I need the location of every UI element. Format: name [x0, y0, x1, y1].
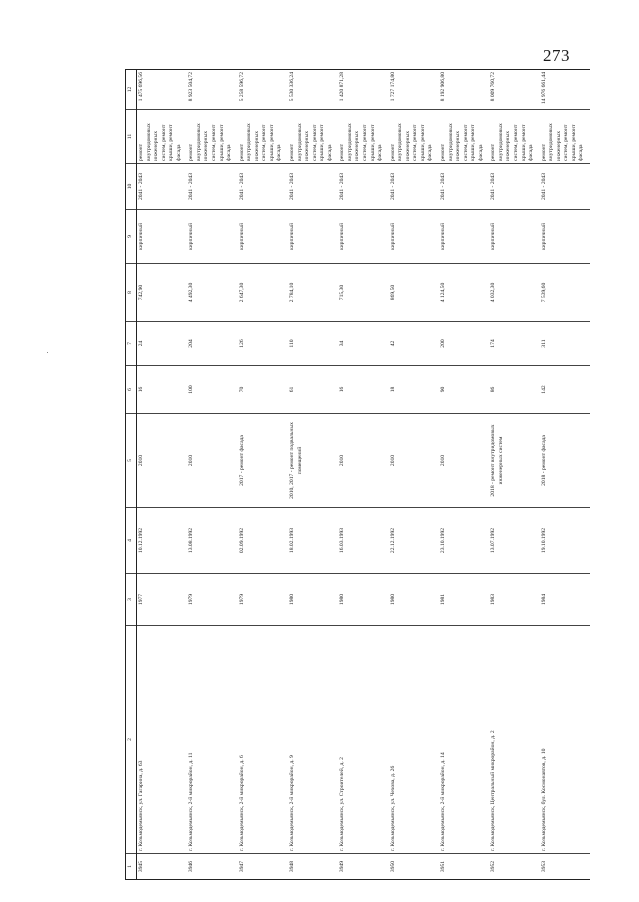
cell-cost: 5 530 336,24 [288, 70, 338, 110]
table-row [489, 70, 539, 880]
cell-c7: 34 [338, 322, 388, 366]
cell-address: г. Козьмодемьянск, ул. Гагарина, д. 63 [137, 626, 188, 854]
cell-date: 10.12.1992 [137, 508, 188, 574]
cell-address: г. Козьмодемьянск, 2-й микрорайон, д. 11 [187, 626, 237, 854]
cell-area: 715,30 [338, 264, 388, 322]
column-header-12: 12 [126, 70, 137, 110]
cell-c6: 86 [489, 366, 539, 414]
cell-n: 3953 [540, 854, 590, 880]
cell-address: г. Козьмодемьянск, 2-й микрорайон, д. 14 [439, 626, 489, 854]
cell-cost: 8 192 906,80 [439, 70, 489, 110]
table-row [137, 70, 188, 880]
column-header-4: 4 [126, 508, 137, 574]
cell-address: г. Козьмодемьянск, 2-й микрорайон, д. 9 [288, 626, 338, 854]
table-row [389, 70, 439, 880]
cell-period: 2041 - 2043 [137, 164, 188, 210]
cell-cost: 1 727 174,80 [389, 70, 439, 110]
cell-material: кирпичный [187, 210, 237, 264]
cell-c6: 90 [439, 366, 489, 414]
cell-date: 02.09.1992 [238, 508, 288, 574]
cell-works: ремонт внутридомовых инженерных систем, ремонт крыши, ремонт фасада [338, 110, 388, 164]
cell-c6: 18 [389, 366, 439, 414]
cell-c6: 142 [540, 366, 590, 414]
cell-address: г. Козьмодемьянск, ул. Строителей, д. 2 [338, 626, 388, 854]
cell-c6: 16 [137, 366, 188, 414]
cell-repair: 2018 - ремонт внутридомовых инженерных систем [489, 414, 539, 508]
cell-material: кирпичный [288, 210, 338, 264]
cell-repair: 2018 - ремонт фасада [540, 414, 590, 508]
cell-area: 742,90 [137, 264, 188, 322]
cell-address: г. Козьмодемьянск, Центральный микрорайон, д. 2 [489, 626, 539, 854]
cell-cost: 8 923 504,72 [187, 70, 237, 110]
cell-date: 23.10.1992 [439, 508, 489, 574]
cell-period: 2041 - 2043 [338, 164, 388, 210]
column-header-7: 7 [126, 322, 137, 366]
cell-c7: 110 [288, 322, 338, 366]
cell-period: 2041 - 2043 [187, 164, 237, 210]
cell-cost: 5 258 596,72 [238, 70, 288, 110]
cell-n: 3948 [288, 854, 338, 880]
cell-date: 13.07.1992 [489, 508, 539, 574]
cell-area: 869,50 [389, 264, 439, 322]
cell-repair: 2010 [137, 414, 188, 508]
cell-year: 1981 [439, 574, 489, 626]
cell-year: 1980 [338, 574, 388, 626]
table-row [338, 70, 388, 880]
cell-period: 2041 - 2043 [439, 164, 489, 210]
cell-c7: 42 [389, 322, 439, 366]
cell-works: ремонт внутридомовых инженерных систем, ремонт крыши, ремонт фасада [238, 110, 288, 164]
cell-material: кирпичный [439, 210, 489, 264]
cell-area: 2 647,30 [238, 264, 288, 322]
cell-c6: 16 [338, 366, 388, 414]
cell-c7: 24 [137, 322, 188, 366]
table-row [238, 70, 288, 880]
table-row [288, 70, 338, 880]
cell-date: 13.08.1992 [187, 508, 237, 574]
table-header-row [126, 70, 137, 880]
register-table-rotated [125, 70, 590, 880]
cell-year: 1980 [288, 574, 338, 626]
cell-works: ремонт внутридомовых инженерных систем, ремонт крыши, ремонт фасада [288, 110, 338, 164]
capital-repair-register-table [125, 69, 590, 880]
column-header-6: 6 [126, 366, 137, 414]
cell-material: кирпичный [540, 210, 590, 264]
scan-artifact [47, 352, 48, 353]
cell-date: 22.12.1992 [389, 508, 439, 574]
cell-address: г. Козьмодемьянск, 2-й микрорайон, д. 6 [238, 626, 288, 854]
cell-c7: 204 [187, 322, 237, 366]
cell-repair: 2010 [338, 414, 388, 508]
cell-period: 2041 - 2043 [238, 164, 288, 210]
table-body [137, 70, 591, 880]
cell-date: 18.02.1993 [288, 508, 338, 574]
cell-n: 3945 [137, 854, 188, 880]
cell-repair: 2017 - ремонт фасада [238, 414, 288, 508]
cell-material: кирпичный [338, 210, 388, 264]
column-header-9: 9 [126, 210, 137, 264]
cell-year: 1980 [389, 574, 439, 626]
table-row [540, 70, 590, 880]
cell-repair: 2010, 2017 - ремонт подвальных помещений [288, 414, 338, 508]
cell-material: кирпичный [389, 210, 439, 264]
cell-c6: 61 [288, 366, 338, 414]
column-header-3: 3 [126, 574, 137, 626]
cell-works: ремонт внутридомовых инженерных систем, ремонт крыши, ремонт фасада [389, 110, 439, 164]
cell-year: 1977 [137, 574, 188, 626]
cell-address: г. Козьмодемьянск, ул. Чехова, д. 26 [389, 626, 439, 854]
cell-period: 2041 - 2043 [489, 164, 539, 210]
cell-cost: 1 420 871,28 [338, 70, 388, 110]
cell-c6: 70 [238, 366, 288, 414]
cell-c6: 100 [187, 366, 237, 414]
cell-n: 3946 [187, 854, 237, 880]
cell-material: кирпичный [238, 210, 288, 264]
column-header-8: 8 [126, 264, 137, 322]
cell-n: 3949 [338, 854, 388, 880]
cell-n: 3952 [489, 854, 539, 880]
cell-cost: 1 475 696,56 [137, 70, 188, 110]
cell-year: 1984 [540, 574, 590, 626]
column-header-11: 11 [126, 110, 137, 164]
cell-material: кирпичный [489, 210, 539, 264]
cell-year: 1983 [489, 574, 539, 626]
cell-period: 2041 - 2043 [389, 164, 439, 210]
cell-area: 4 124,50 [439, 264, 489, 322]
cell-n: 3947 [238, 854, 288, 880]
cell-repair: 2010 [187, 414, 237, 508]
cell-date: 16.03.1993 [338, 508, 388, 574]
cell-n: 3950 [389, 854, 439, 880]
cell-date: 19.10.1992 [540, 508, 590, 574]
cell-address: г. Козьмодемьянск, бул. Космонавтов, д. 10 [540, 626, 590, 854]
cell-repair: 2010 [389, 414, 439, 508]
column-header-1: 1 [126, 854, 137, 880]
cell-works: ремонт внутридомовых инженерных систем, ремонт крыши, ремонт фасада [137, 110, 188, 164]
cell-area: 7 539,60 [540, 264, 590, 322]
cell-year: 1979 [187, 574, 237, 626]
cell-c7: 174 [489, 322, 539, 366]
table-row [187, 70, 237, 880]
cell-period: 2041 - 2043 [540, 164, 590, 210]
cell-area: 4 492,30 [187, 264, 237, 322]
cell-year: 1979 [238, 574, 288, 626]
table-row [439, 70, 489, 880]
page-number: 273 [543, 46, 570, 65]
cell-repair: 2010 [439, 414, 489, 508]
cell-cost: 14 976 661,44 [540, 70, 590, 110]
cell-c7: 311 [540, 322, 590, 366]
cell-works: ремонт внутридомовых инженерных систем, ремонт крыши, ремонт фасада [489, 110, 539, 164]
column-header-2: 2 [126, 626, 137, 854]
cell-area: 2 784,10 [288, 264, 338, 322]
cell-cost: 8 009 760,72 [489, 70, 539, 110]
cell-works: ремонт внутридомовых инженерных систем, ремонт крыши, ремонт фасада [439, 110, 489, 164]
column-header-5: 5 [126, 414, 137, 508]
cell-works: ремонт внутридомовых инженерных систем, ремонт крыши, ремонт фасада [540, 110, 590, 164]
cell-c7: 200 [439, 322, 489, 366]
cell-area: 4 032,30 [489, 264, 539, 322]
column-header-10: 10 [126, 164, 137, 210]
cell-works: ремонт внутридомовых инженерных систем, ремонт крыши, ремонт фасада [187, 110, 237, 164]
cell-period: 2041 - 2043 [288, 164, 338, 210]
cell-n: 3951 [439, 854, 489, 880]
cell-material: кирпичный [137, 210, 188, 264]
cell-c7: 126 [238, 322, 288, 366]
